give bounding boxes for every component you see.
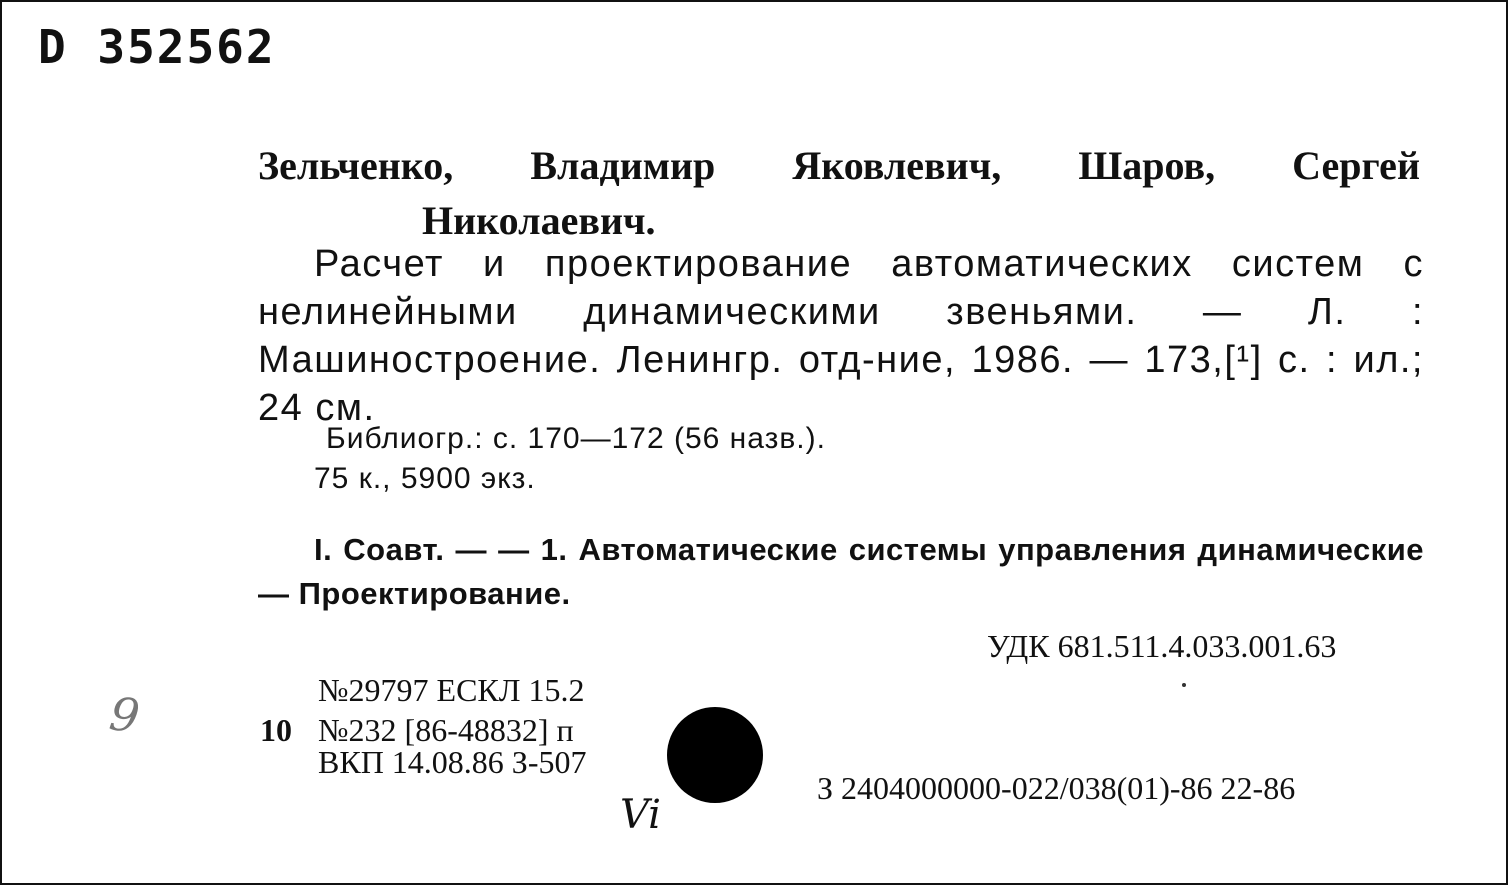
author-heading-continuation: Николаевич. xyxy=(422,198,656,243)
bibliography-note: Библиогр.: с. 170—172 (56 назв.). xyxy=(326,422,826,455)
vkp-line: ВКП 14.08.86 З-507 xyxy=(318,744,587,780)
card-identifier: D 352562 xyxy=(38,20,276,74)
udk-code: УДК 681.511.4.033.001.63 xyxy=(987,628,1337,664)
handwritten-signature: Vi xyxy=(620,792,661,838)
record-number: №29797 ЕСКЛ 15.2 xyxy=(318,672,585,708)
book-title-description: Расчет и проектирование автоматических систем с нелинейными динамическими звеньями. — Л. : Машиностроение. Ленингр. отд-ние, 1986. — 173,[¹] с. : ил.; 24 см. xyxy=(258,243,1424,429)
subject-headings: I. Соавт. — — 1. Автоматические системы управления динамические — Проектирование. xyxy=(258,532,1424,611)
author-word: Шаров, xyxy=(1078,143,1216,188)
isbn-code: З 2404000000-022/038(01)-86 22-86 xyxy=(817,770,1296,806)
author-word: Владимир xyxy=(530,143,716,188)
price-copies: 75 к., 5900 экз. xyxy=(314,462,536,495)
author-word: Яковлевич, xyxy=(792,143,1002,188)
author-word: Зельченко, xyxy=(258,143,454,188)
author-word: Сергей xyxy=(1292,143,1420,188)
order-number: №232 [86-48832] п xyxy=(318,712,574,748)
pencil-mark: 9 xyxy=(106,686,143,744)
ten-marker: 10 xyxy=(260,712,292,748)
author-heading xyxy=(258,142,1420,189)
punch-hole xyxy=(667,707,763,803)
ink-dot xyxy=(1182,683,1186,687)
